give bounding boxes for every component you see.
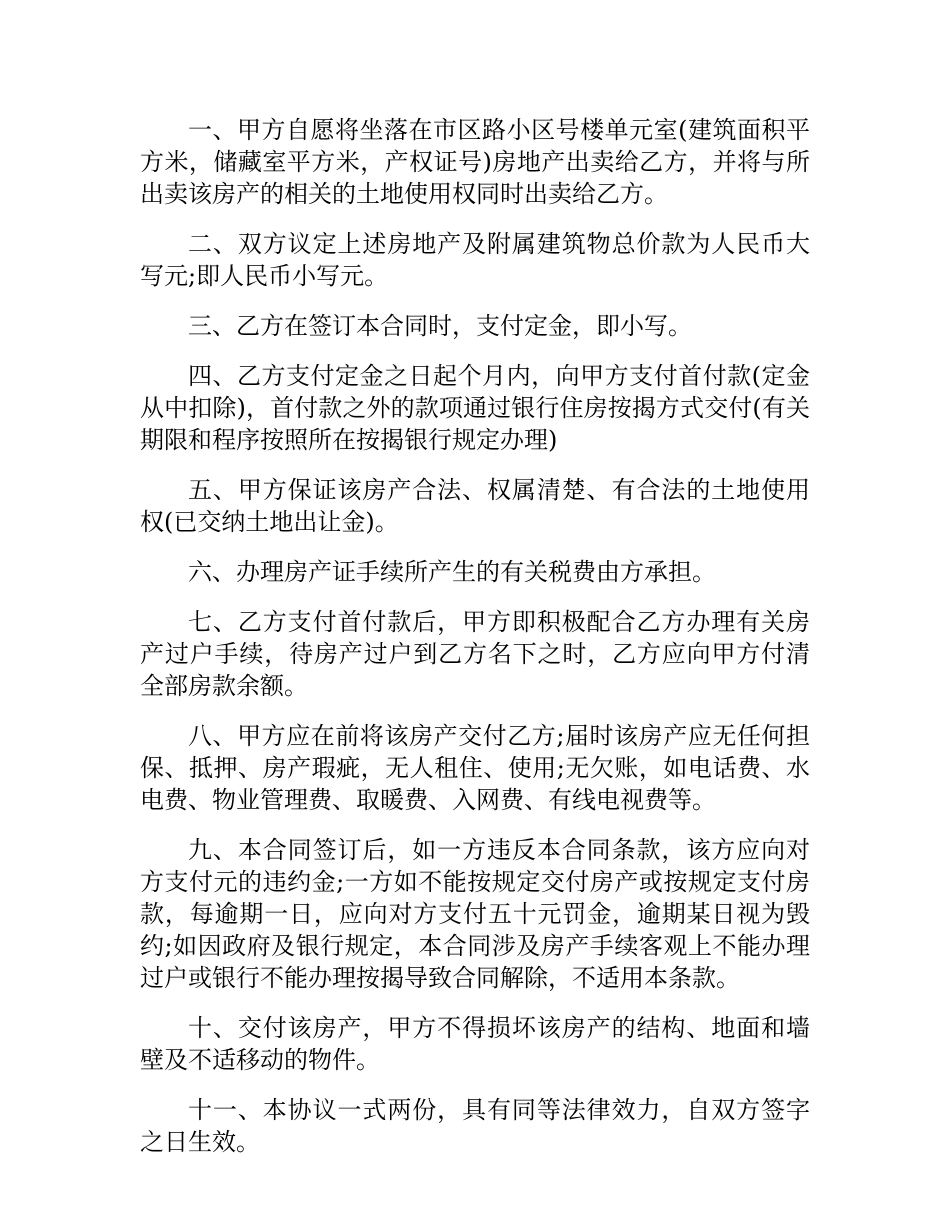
clause-4: 四、乙方支付定金之日起个月内，向甲方支付首付款(定金从中扣除)，首付款之外的款项通过银行住房按揭方式交付(有关期限和程序按照所在按揭银行规定办理) xyxy=(140,362,810,454)
clause-2: 二、双方议定上述房地产及附属建筑物总价款为人民币大写元;即人民币小写元。 xyxy=(140,230,810,290)
clause-5: 五、甲方保证该房产合法、权属清楚、有合法的土地使用权(已交纳土地出让金)。 xyxy=(140,476,810,536)
clause-7: 七、乙方支付首付款后，甲方即积极配合乙方办理有关房产过户手续，待房产过户到乙方名下之时，乙方应向甲方付清全部房款余额。 xyxy=(140,608,810,700)
clause-1: 一、甲方自愿将坐落在市区路小区号楼单元室(建筑面积平方米，储藏室平方米，产权证号)房地产出卖给乙方，并将与所出卖该房产的相关的土地使用权同时出卖给乙方。 xyxy=(140,116,810,208)
clause-10: 十、交付该房产，甲方不得损坏该房产的结构、地面和墙壁及不适移动的物件。 xyxy=(140,1014,810,1074)
clause-11: 十一、本协议一式两份，具有同等法律效力，自双方签字之日生效。 xyxy=(140,1096,810,1156)
clause-3: 三、乙方在签订本合同时，支付定金，即小写。 xyxy=(188,312,692,340)
clause-9: 九、本合同签订后，如一方违反本合同条款，该方应向对方支付元的违约金;一方如不能按规定交付房产或按规定支付房款，每逾期一日，应向对方支付五十元罚金，逾期某日视为毁约;如因政府及银行规定，本合同涉及房产手续客观上不能办理过户或银行不能办理按揭导致合同解除，不适用本条款。 xyxy=(140,836,810,992)
clause-6: 六、办理房产证手续所产生的有关税费由方承担。 xyxy=(188,558,716,586)
clause-8: 八、甲方应在前将该房产交付乙方;届时该房产应无任何担保、抵押、房产瑕疵，无人租住、使用;无欠账，如电话费、水电费、物业管理费、取暖费、入网费、有线电视费等。 xyxy=(140,722,810,814)
